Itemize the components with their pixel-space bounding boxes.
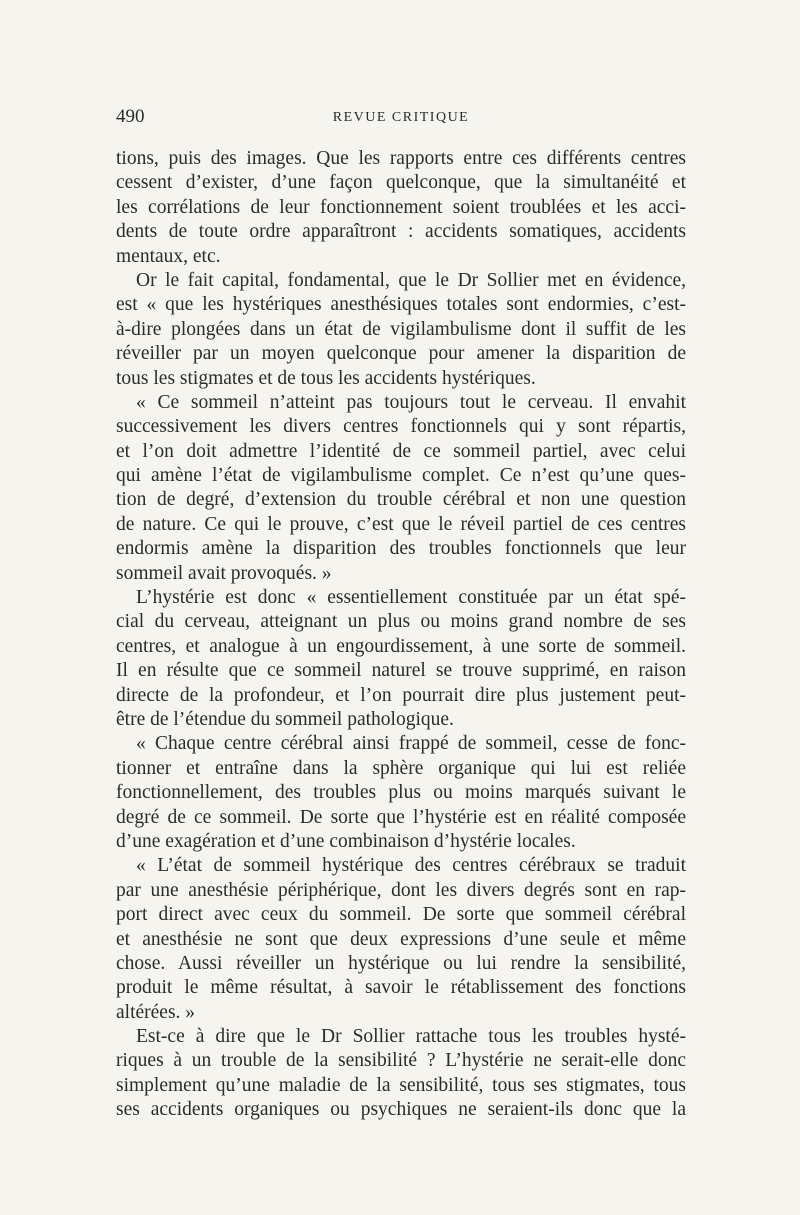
page-header <box>116 106 686 136</box>
text-line: produit le même résultat, à savoir le rétablissement des fonctions <box>116 977 686 999</box>
text-line: de nature. Ce qui le prouve, c’est que le réveil partiel de ces centres <box>116 513 686 535</box>
text-line: tions, puis des images. Que les rapports entre ces différents centres <box>116 148 686 169</box>
text-line: tous les stigmates et de tous les accidents hystériques. <box>116 367 536 389</box>
text-line: successivement les divers centres fonctionnels qui y sont répartis, <box>116 416 686 438</box>
text-line: chose. Aussi réveiller un hystérique ou lui rendre la sensibilité, <box>116 952 686 974</box>
text-line: degré de ce sommeil. De sorte que l’hystérie est en réalité composée <box>116 806 686 828</box>
text-line: tion de degré, d’extension du trouble cérébral et non une question <box>116 489 686 511</box>
text-line: est « que les hystériques anesthésiques totales sont endormies, c’est- <box>116 294 686 316</box>
text-line: Est-ce à dire que le Dr Sollier rattache tous les troubles hysté- <box>136 1026 686 1048</box>
text-line: endormis amène la disparition des troubles fonctionnels que leur <box>116 538 686 560</box>
text-line: et l’on doit admettre l’identité de ce sommeil partiel, avec celui <box>116 440 686 462</box>
text-line: Il en résulte que ce sommeil naturel se trouve supprimé, en raison <box>116 660 686 682</box>
text-line: simplement qu’une maladie de la sensibilité, tous ses stigmates, tous <box>116 1074 686 1096</box>
body-text <box>116 147 686 1123</box>
text-line: port direct avec ceux du sommeil. De sorte que sommeil cérébral <box>116 904 686 926</box>
text-line: cessent d’exister, d’une façon quelconque, que la simultanéité et <box>116 172 686 194</box>
text-line: L’hystérie est donc « essentiellement constituée par un état spé- <box>136 587 686 609</box>
text-line: altérées. » <box>116 1001 196 1023</box>
text-line: Or le fait capital, fondamental, que le Dr Sollier met en évidence, <box>136 269 686 291</box>
text-line: les corrélations de leur fonctionnement soient troublées et les acci- <box>116 196 686 218</box>
text-line: par une anesthésie périphérique, dont les divers degrés sont en rap- <box>116 879 686 901</box>
text-line: sommeil avait provoqués. » <box>116 562 332 584</box>
text-line: tionner et entraîne dans la sphère organique qui lui est reliée <box>116 757 686 779</box>
text-line: « L’état de sommeil hystérique des centres cérébraux se traduit <box>136 855 686 877</box>
text-line: d’une exagération et d’une combinaison d’hystérie locales. <box>116 830 576 852</box>
text-line: réveiller par un moyen quelconque pour amener la disparition de <box>116 343 686 365</box>
text-line: ses accidents organiques ou psychiques ne seraient-ils donc que la <box>116 1099 686 1121</box>
running-title: REVUE CRITIQUE <box>332 110 470 125</box>
text-line: mentaux, etc. <box>116 245 221 267</box>
page-number: 490 <box>116 106 145 127</box>
text-line: dents de toute ordre apparaîtront : accidents somatiques, accidents <box>116 221 686 243</box>
text-line: centres, et analogue à un engourdissement, à une sorte de sommeil. <box>116 635 686 657</box>
text-line: à-dire plongées dans un état de vigilambulisme dont il suffit de les <box>116 318 686 340</box>
text-line: « Chaque centre cérébral ainsi frappé de sommeil, cesse de fonc- <box>136 733 686 755</box>
text-line: directe de la profondeur, et l’on pourrait dire plus justement peut- <box>116 684 686 706</box>
text-line: qui amène l’état de vigilambulisme complet. Ce n’est qu’une ques- <box>116 465 686 487</box>
text-line: être de l’étendue du sommeil pathologique. <box>116 708 454 730</box>
text-line: cial du cerveau, atteignant un plus ou moins grand nombre de ses <box>116 611 686 633</box>
text-line: riques à un trouble de la sensibilité ? L’hystérie ne serait-elle donc <box>116 1050 686 1072</box>
text-line: et anesthésie ne sont que deux expressions d’une seule et même <box>116 928 686 950</box>
text-line: « Ce sommeil n’atteint pas toujours tout le cerveau. Il envahit <box>136 391 686 413</box>
text-line: fonctionnellement, des troubles plus ou moins marqués suivant le <box>116 782 686 804</box>
